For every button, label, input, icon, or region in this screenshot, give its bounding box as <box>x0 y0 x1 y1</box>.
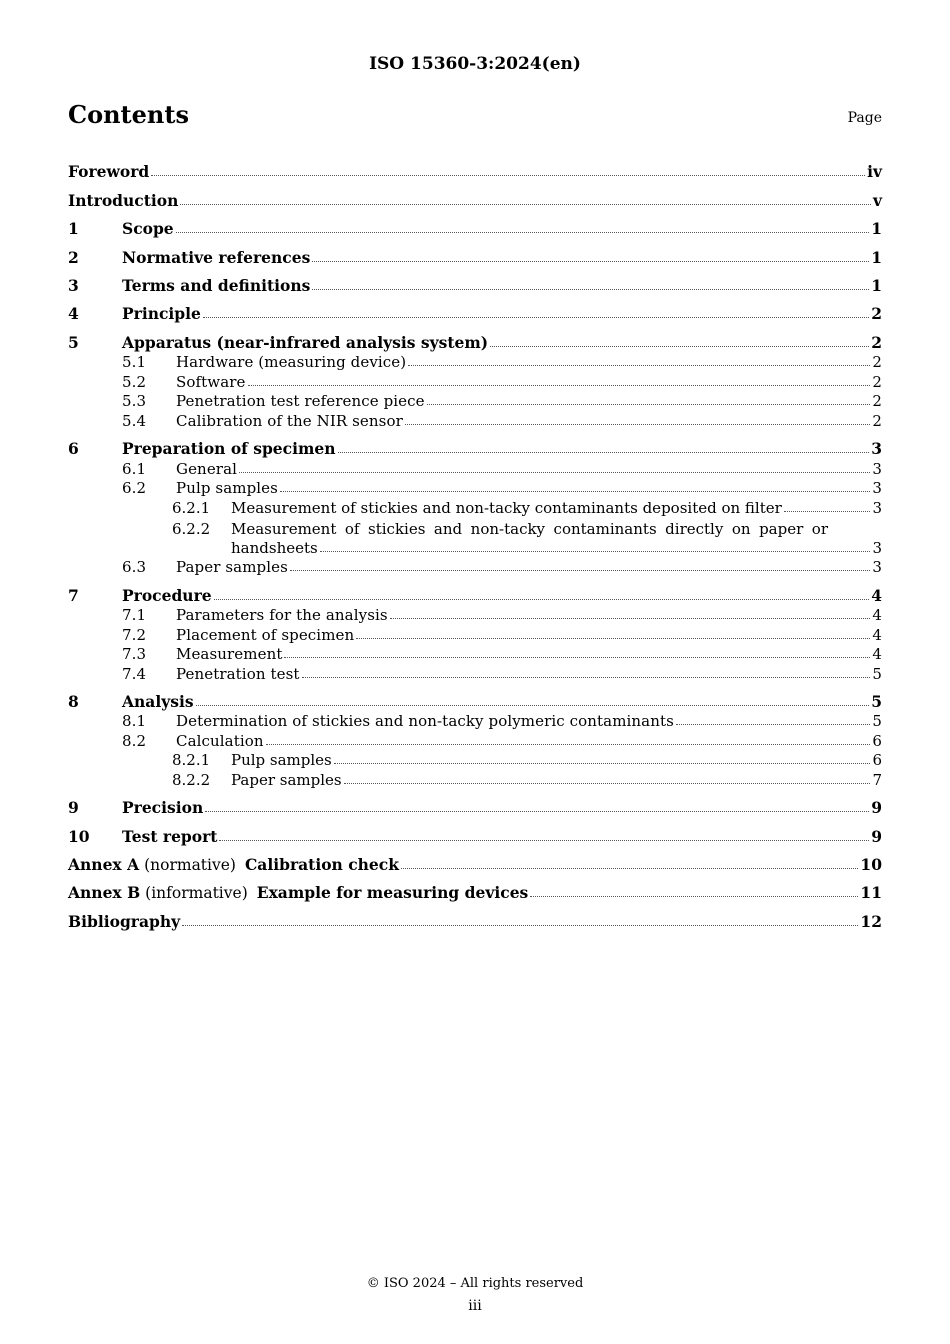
toc-entry-title: Parameters for the analysis <box>176 606 388 625</box>
document-header: ISO 15360-3:2024(en) <box>369 54 581 74</box>
toc-entry-title: Penetration test reference piece <box>176 392 425 411</box>
toc-entry-title: Paper samples <box>176 558 288 577</box>
toc-entry-bibliography[interactable] <box>68 902 882 930</box>
toc-entry-paper-samples[interactable] <box>68 557 882 577</box>
toc-entry-page: 3 <box>872 498 882 517</box>
toc-entry-title: Procedure <box>122 585 212 605</box>
toc-entry-number: 6 <box>68 439 79 459</box>
dot-leader <box>219 840 869 841</box>
toc-entry-measurement[interactable] <box>68 644 882 664</box>
toc-entry-number: 9 <box>68 798 79 818</box>
toc-entry-number: 5.4 <box>122 411 147 430</box>
toc-entry-number: 6.2 <box>122 479 147 498</box>
toc-entry-number: 7.4 <box>122 664 147 683</box>
toc-entry-title: Principle <box>122 304 201 324</box>
toc-entry-title: Apparatus (near-infrared analysis system) <box>122 332 489 352</box>
dot-leader <box>180 204 871 205</box>
toc-entry-page: 4 <box>872 606 882 625</box>
toc-entry-number: 8.2.2 <box>172 770 211 789</box>
toc-entry-test-report[interactable] <box>68 817 882 845</box>
toc-entry-number: 6.2.2 <box>172 519 211 538</box>
toc-entry-measurement-paper-continued[interactable] <box>68 538 882 557</box>
dot-leader <box>280 491 870 492</box>
toc-entry-page: 12 <box>860 911 882 931</box>
dot-leader <box>320 551 871 552</box>
toc-entry-title: Placement of specimen <box>176 625 355 644</box>
toc-entry-normative-references[interactable] <box>68 238 882 266</box>
dot-leader <box>334 763 871 764</box>
dot-leader <box>344 783 871 784</box>
toc-entry-title: Measurement <box>176 645 283 664</box>
annex-kind: (informative) <box>145 884 248 903</box>
toc-entry-penetration-test[interactable] <box>68 663 882 683</box>
toc-entry-page: 2 <box>872 372 882 391</box>
toc-entry-precision[interactable] <box>68 789 882 817</box>
toc-entry-number: 4 <box>68 304 79 324</box>
toc-entry-page: 2 <box>872 411 882 430</box>
toc-entry-page: 3 <box>871 439 882 459</box>
toc-entry-title: Analysis <box>122 691 194 711</box>
toc-entry-page: 10 <box>860 855 882 875</box>
dot-leader <box>248 385 871 386</box>
annex-label: Annex B <box>68 883 141 903</box>
toc-entry-title: Normative references <box>122 247 311 267</box>
toc-entry-analysis[interactable] <box>68 683 882 711</box>
toc-entry-pulp-samples[interactable] <box>68 478 882 498</box>
toc-entry-page: 1 <box>871 247 882 267</box>
toc-entry-foreword[interactable] <box>68 153 882 181</box>
toc-entry-measurement-filter[interactable] <box>68 497 882 517</box>
toc-entry-title: Example for measuring devices <box>256 883 529 903</box>
toc-entry-number: 2 <box>68 247 79 267</box>
annex-kind: (normative) <box>144 856 236 875</box>
toc-entry-preparation[interactable] <box>68 430 882 458</box>
dot-leader <box>530 896 858 897</box>
toc-entry-number: 1 <box>68 219 79 239</box>
toc-entry-page: 4 <box>871 585 882 605</box>
toc-entry-title: Terms and definitions <box>122 275 311 295</box>
toc-entry-parameters[interactable] <box>68 605 882 625</box>
dot-leader <box>390 618 871 619</box>
toc-entry-calc-paper-samples[interactable] <box>68 769 882 789</box>
toc-entry-page: 2 <box>872 392 882 411</box>
dot-leader <box>239 472 870 473</box>
toc-entry-penetration-reference[interactable] <box>68 391 882 411</box>
toc-entry-calibration-nir[interactable] <box>68 410 882 430</box>
toc-entry-number: 7.3 <box>122 645 147 664</box>
toc-entry-title: General <box>176 459 238 478</box>
toc-entry-procedure[interactable] <box>68 576 882 604</box>
dot-leader <box>338 452 870 453</box>
dot-leader <box>405 424 870 425</box>
toc-entry-page: 5 <box>872 712 882 731</box>
page-column-label: Page <box>847 110 882 126</box>
annex-label: Annex A <box>68 855 140 875</box>
toc-entry-title: Paper samples <box>231 770 342 789</box>
toc-entry-title: Pulp samples <box>176 479 278 498</box>
toc-entry-annex-a[interactable] <box>68 846 882 874</box>
dot-leader <box>401 868 858 869</box>
toc-entry-page: 4 <box>872 645 882 664</box>
toc-entry-annex-b[interactable] <box>68 874 882 902</box>
dot-leader <box>284 657 870 658</box>
toc-entry-introduction[interactable] <box>68 181 882 209</box>
toc-entry-title: Calibration check <box>244 855 399 875</box>
toc-entry-determination[interactable] <box>68 711 882 731</box>
toc-entry-number: 6.3 <box>122 558 147 577</box>
dot-leader <box>302 677 871 678</box>
toc-entry-title: Measurement of stickies and non-tacky contaminants deposited on filter <box>231 498 782 517</box>
toc-entry-title: Precision <box>122 798 204 818</box>
toc-entry-page: 2 <box>871 332 882 352</box>
toc-entry-page: 9 <box>871 826 882 846</box>
toc-entry-page: 2 <box>872 353 882 372</box>
toc-entry-page: 4 <box>872 625 882 644</box>
dot-leader <box>151 175 865 176</box>
toc-entry-title: Software <box>176 372 246 391</box>
dot-leader <box>408 365 870 366</box>
toc-entry-number: 5.1 <box>122 353 147 372</box>
toc-entry-number: 7.2 <box>122 625 147 644</box>
toc-entry-calc-pulp-samples[interactable] <box>68 750 882 770</box>
toc-entry-page: 6 <box>872 751 882 770</box>
page-title: Contents <box>68 100 189 129</box>
toc-entry-title: Scope <box>122 219 174 239</box>
toc-entry-number: 8 <box>68 691 79 711</box>
toc-entry-number: 6.1 <box>122 459 147 478</box>
toc-entry-scope[interactable] <box>68 210 882 238</box>
toc-entry-page: 5 <box>871 691 882 711</box>
table-of-contents <box>68 153 882 931</box>
dot-leader <box>356 638 870 639</box>
toc-entry-page: 5 <box>872 664 882 683</box>
toc-entry-page: 6 <box>872 731 882 750</box>
toc-entry-page: 1 <box>871 219 882 239</box>
toc-entry-title: Pulp samples <box>231 751 332 770</box>
toc-entry-title: handsheets <box>231 538 318 557</box>
toc-entry-title: Introduction <box>68 190 179 210</box>
toc-entry-page: 3 <box>872 558 882 577</box>
dot-leader <box>266 744 871 745</box>
toc-entry-number: 7.1 <box>122 606 147 625</box>
dot-leader <box>676 724 870 725</box>
toc-entry-apparatus[interactable] <box>68 323 882 351</box>
toc-entry-page: 9 <box>871 798 882 818</box>
dot-leader <box>182 925 858 926</box>
toc-entry-title: Test report <box>122 826 218 846</box>
toc-entry-number: 5.2 <box>122 372 147 391</box>
toc-entry-number: 6.2.1 <box>172 498 211 517</box>
toc-entry-page: 3 <box>872 479 882 498</box>
toc-entry-page: 11 <box>860 883 882 903</box>
toc-entry-title: Foreword <box>68 162 150 182</box>
toc-entry-title: Determination of stickies and non-tacky polymeric contaminants <box>176 712 674 731</box>
toc-entry-number: 8.1 <box>122 712 147 731</box>
dot-leader <box>490 346 869 347</box>
dot-leader <box>203 317 869 318</box>
dot-leader <box>312 289 869 290</box>
toc-entry-hardware[interactable] <box>68 352 882 372</box>
toc-entry-number: 8.2 <box>122 731 147 750</box>
toc-entry-terms-and-definitions[interactable] <box>68 267 882 295</box>
toc-entry-page: 2 <box>871 304 882 324</box>
toc-entry-number: 7 <box>68 585 79 605</box>
dot-leader <box>214 599 870 600</box>
toc-entry-page: 1 <box>871 275 882 295</box>
toc-entry-number: 5 <box>68 332 79 352</box>
toc-entry-placement[interactable] <box>68 624 882 644</box>
toc-entry-page: 3 <box>872 538 882 557</box>
toc-entry-title: Calibration of the NIR sensor <box>176 411 403 430</box>
toc-entry-calculation[interactable] <box>68 730 882 750</box>
toc-entry-measurement-paper[interactable] <box>68 517 882 538</box>
toc-entry-title: Calculation <box>176 731 264 750</box>
toc-entry-title: Hardware (measuring device) <box>176 353 407 372</box>
toc-entry-title: Penetration test <box>176 664 300 683</box>
page-number: iii <box>468 1298 482 1314</box>
toc-entry-number: 5.3 <box>122 392 147 411</box>
toc-entry-principle[interactable] <box>68 295 882 323</box>
copyright-notice: © ISO 2024 – All rights reserved <box>366 1276 584 1291</box>
dot-leader <box>784 511 871 512</box>
toc-entry-number: 10 <box>68 826 90 846</box>
dot-leader <box>312 261 869 262</box>
toc-entry-number: 8.2.1 <box>172 751 211 770</box>
toc-entry-software[interactable] <box>68 371 882 391</box>
dot-leader <box>290 570 870 571</box>
dot-leader <box>176 232 870 233</box>
toc-entry-page: iv <box>867 162 882 182</box>
dot-leader <box>196 705 870 706</box>
dot-leader <box>427 404 871 405</box>
toc-entry-page: 3 <box>872 459 882 478</box>
toc-entry-page: v <box>872 190 882 210</box>
toc-entry-number: 3 <box>68 275 79 295</box>
dot-leader <box>205 811 869 812</box>
toc-entry-page: 7 <box>872 770 882 789</box>
toc-entry-title: Measurement of stickies and non-tacky contaminants directly on paper or <box>231 519 828 538</box>
toc-entry-general[interactable] <box>68 458 882 478</box>
toc-entry-title: Bibliography <box>68 911 181 931</box>
toc-entry-title: Preparation of specimen <box>122 439 336 459</box>
